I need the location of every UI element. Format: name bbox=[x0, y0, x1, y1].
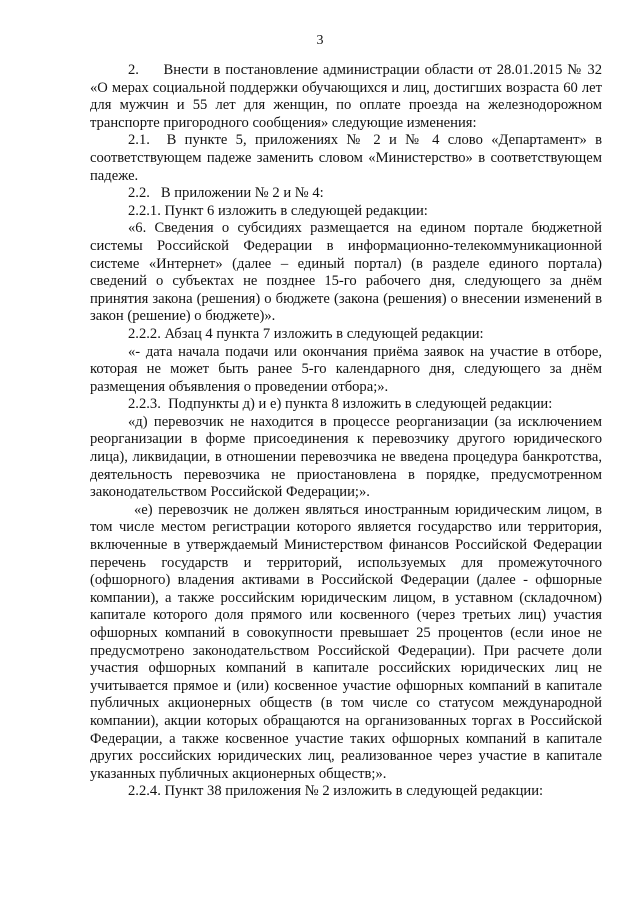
paragraph-2-2-4: 2.2.4. Пункт 38 приложения № 2 изложить в следующей редакции: bbox=[128, 783, 544, 800]
page-number: 3 bbox=[316, 33, 324, 48]
quoted-subitem-e: «е) перевозчик не должен являться иностранным юридическим лицом, в том числе местом регистрации которого является государство или территория, включенные в утверждаемый Министерством финансов Российской Федерации перечень государств и территорий, используемых для промежуточного (офшорного) владения активами в Российской Федерации (далее - офшорные компании), а также российским юридическим лицом, в уставном (складочном) капитале которого доля прямого или косвенного (через третьих лиц) участия офшорных компаний в совокупности превышает 25 процентов (если иное не предусмотрено законодательством Российской Федерации). При расчете доли участия офшорных компаний в капитале российских юридических лиц не учитывается прямое и (или) косвенное участие офшорных компаний в капитале публичных акционерных обществ (в том числе со статусом международной компании), акции которых обращаются на организованных торгах в Российской Федерации, а также косвенное участие таких офшорных компаний в капитале других российских юридических лиц, реализованное через участие в капитале указанных публичных акционерных обществ;». bbox=[90, 501, 602, 782]
paragraph-2-2-1: 2.2.1. Пункт 6 изложить в следующей редакции: bbox=[128, 202, 428, 219]
quoted-subitem-d: «д) перевозчик не находится в процессе реорганизации (за исключением реорганизации в форме присоединения к перевозчику другого юридического лица), ликвидации, в отношении перевозчика не введена процедура банкротства, деятельность перевозчика не приостановлена в порядке, предусмотренном законодательством Российской Федерации;». bbox=[90, 413, 602, 501]
paragraph-2: 2. Внести в постановление администрации области от 28.01.2015 № 32 «О мерах социальной поддержки обучающихся и лиц, достигших возраста 60 лет для мужчин и 55 лет для женщин, по оплате проезда на железнодорожном транспорте пригородного сообщения» следующие изменения: bbox=[90, 62, 602, 131]
paragraph-2-2-2: 2.2.2. Абзац 4 пункта 7 изложить в следующей редакции: bbox=[128, 325, 484, 342]
quoted-item-6: «6. Сведения о субсидиях размещается на едином портале бюджетной системы Российской Федерации в информационно-телекоммуникационной системе «Интернет» (далее – единый портал) (в разделе единого портала) сведений о субъектах не позднее 15-го рабочего дня, следующего за днём принятия закона (решения) о бюджете (закона (решения) о внесении изменений в закон (решение) о бюджете)». bbox=[90, 220, 602, 325]
quoted-dash-item: «- дата начала подачи или окончания приёма заявок на участие в отборе, которая не может быть ранее 5-го календарного дня, следующего за днём размещения объявления о проведении отбора;». bbox=[90, 343, 602, 395]
paragraph-2-2: 2.2. В приложении № 2 и № 4: bbox=[128, 185, 324, 202]
paragraph-2-1: 2.1. В пункте 5, приложениях № 2 и № 4 слово «Департамент» в соответствующем падеже заменить словом «Министерство» в соответствующем падеже. bbox=[90, 132, 602, 184]
paragraph-2-2-3: 2.2.3. Подпункты д) и е) пункта 8 изложить в следующей редакции: bbox=[128, 396, 553, 413]
document-body bbox=[90, 62, 602, 801]
